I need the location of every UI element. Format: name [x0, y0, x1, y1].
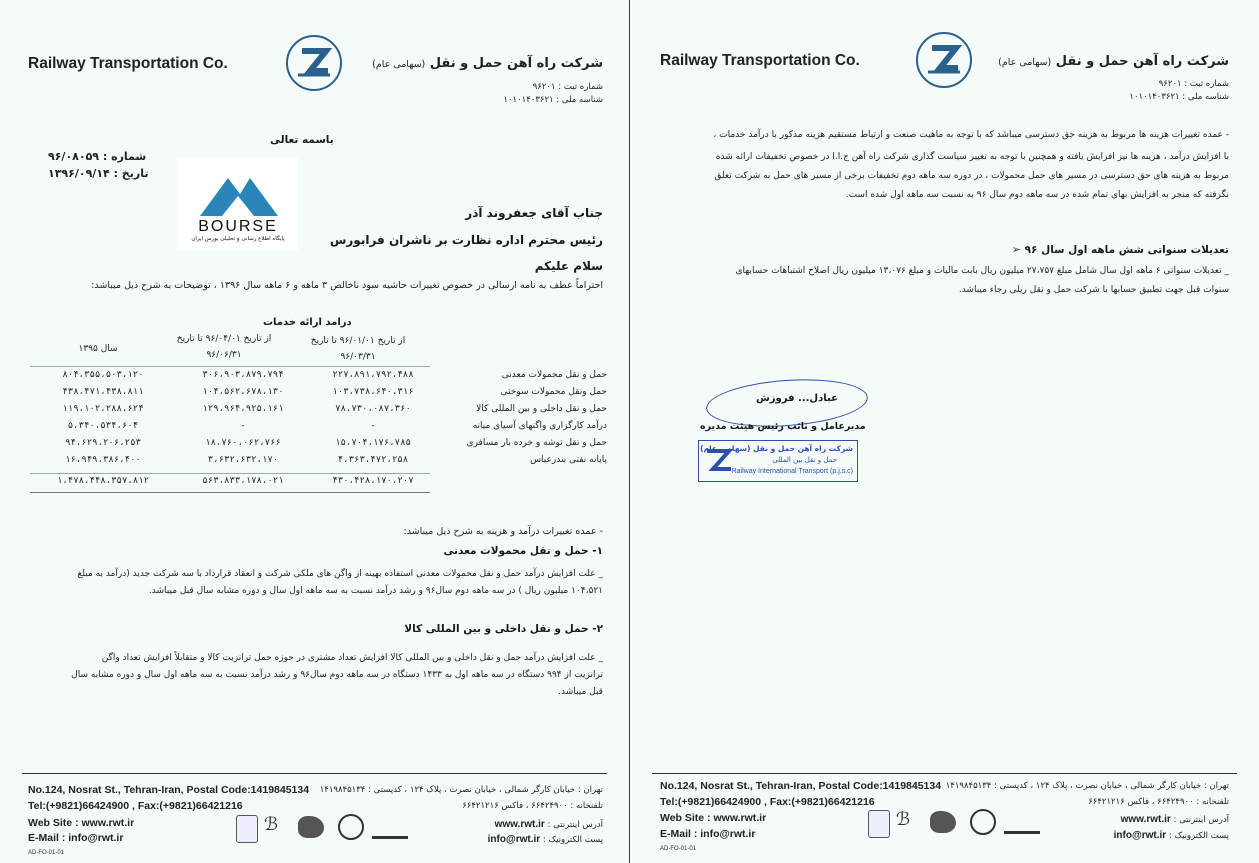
- national-id: شناسه ملی : ۱۰۱۰۱۴۰۳۶۲۱: [1129, 92, 1229, 102]
- row-value: ۱۸،۷۶۰،۰۶۲،۷۶۶: [205, 438, 281, 448]
- row-value: ۵،۳۴۰،۵۳۴،۶۰۴: [67, 421, 139, 431]
- section-1-line-1: _ علت افزایش درآمد حمل و نقل محمولات معدنی استفاده بهینه از واگن های ملکی شرکت و انعقاد قرارداد با سه شرکت جدید (درآمد به مبلغ: [77, 569, 603, 579]
- footer-tel-en: Tel:(+9821)66424900 , Fax:(+9821)66421216: [28, 800, 243, 812]
- certification-badge-icon: [236, 815, 258, 843]
- national-id: شناسه ملی : ۱۰۱۰۱۴۰۳۶۲۱: [503, 95, 603, 105]
- row-value: -: [370, 421, 376, 431]
- section-heading-2: ۲- حمل و نقل داخلی و بین المللی کالا: [404, 623, 603, 635]
- round-seal-icon: [970, 809, 996, 835]
- quality-seal-icon: ℬ: [264, 814, 279, 835]
- company-name-en: Railway Transportation Co.: [660, 52, 860, 69]
- salutation-top: باسمه تعالی: [270, 134, 334, 146]
- adjustments-line-2: سنوات قبل جهت تطبیق حسابها با شرکت حمل و نقل ریلی رجاء میباشد.: [958, 285, 1229, 295]
- bourse-stamp: [178, 158, 298, 250]
- row-value: ۱۰۳،۷۳۸،۶۴۰،۳۱۶: [332, 387, 414, 397]
- footer-divider: [22, 773, 607, 774]
- costs-line-2: با افزایش درآمد ، هزینه ها نیز افزایش یافته و همچنین با توجه به تغییر سیاست گذاری شرکت راه آهن ج.ا.ا در خصوص تخفیفات ارائه شده: [715, 152, 1229, 162]
- stamp-text-fa-2: حمل و نقل بین المللی: [772, 456, 837, 464]
- round-seal-icon: [338, 814, 364, 840]
- rail-association-icon: [372, 816, 408, 839]
- section-2-line-3: قبل میباشد.: [558, 687, 603, 697]
- company-name-fa: شرکت راه آهن حمل و نقل (سهامی عام): [998, 54, 1229, 69]
- row-value: ۱۱۹،۱۰۲،۲۸۸،۶۲۴: [62, 404, 144, 414]
- table-total-rule: [30, 473, 430, 474]
- adjustments-line-1: _ تعدیلات سنواتی ۶ ماهه اول سال شامل مبلغ ۲۷،۷۵۷ میلیون ریال بابت مالیات و مبلغ ۱۳،۰۷۶ میلیون ریال اصلاح اشتباهات حسابهای: [735, 266, 1229, 276]
- costs-line-1: - عمده تغییرات هزینه ها مربوط به هزینه حق دسترسی میباشد که با توجه به ماهیت صنعت و ارتباط مستقیم هزینه مذکور با درآمد خدمات ،: [713, 130, 1229, 140]
- footer-tel-fa: تلفنخانه : ۶۶۴۲۴۹۰۰ ، فاکس ۶۶۴۲۱۲۱۶: [462, 801, 603, 811]
- col3-header: سال ۱۳۹۵: [78, 344, 118, 354]
- company-logo-icon: [286, 35, 342, 91]
- row-value: ۱۰۴،۵۶۲،۶۷۸،۱۳۰: [202, 387, 284, 397]
- form-code: AD-FO-01-01: [28, 850, 65, 856]
- bourse-stamp-text: BOURSE: [198, 218, 278, 235]
- rail-association-icon: [1004, 811, 1040, 834]
- row-value: ۳۰۶،۹۰۳،۸۷۹،۷۹۴: [202, 370, 284, 380]
- costs-line-3: مربوط به هزینه های حق دسترسی در مسیر های حمل محمولات ، در دوره سه ماهه دوم تخفیفات برخی از مسیر های حمل به شرکت تعلق: [714, 171, 1229, 181]
- footer-web-fa: آدرس اینترنتی : www.rwt.ir: [494, 819, 603, 830]
- certification-badge-icon: [868, 810, 890, 838]
- table-total-row: [28, 476, 607, 493]
- footer-email-en: E-Mail : info@rwt.ir: [660, 828, 756, 840]
- row-value: ۸۰۴،۳۵۵،۵۰۳،۱۲۰: [62, 370, 144, 380]
- table-row: [28, 421, 607, 438]
- col2-header-a: از تاریخ ۹۶/۰۴/۰۱ تا تاریخ: [176, 334, 272, 344]
- iran-map-icon: [298, 816, 324, 838]
- table-row: [28, 387, 607, 404]
- stamp-text-en: Railway International Transport (p.j.s.c): [731, 468, 853, 475]
- company-name-fa: شرکت راه آهن حمل و نقل (سهامی عام): [372, 56, 603, 71]
- costs-line-4: نگرفته که منجر به افزایش بهای تمام شده در سه ماهه دوم سال ۹۶ به نسبت سه ماهه اول شده است.: [845, 190, 1229, 200]
- section-2-line-2: ترانزیت از ۹۹۴ دستگاه در سه ماهه اول به ۱۴۳۳ دستگاه در سه ماهه دوم سال۹۶ و رشد درآمد نسبت به سه ماهه اول سال و دوره مشابه سال: [71, 670, 603, 680]
- footer-web-en: Web Site : www.rwt.ir: [660, 812, 767, 824]
- company-logo-icon: [916, 32, 972, 88]
- row-value: ۹۴،۶۲۹،۲۰۶،۲۵۳: [65, 438, 141, 448]
- footer-address-en: No.124, Nosrat St., Tehran-Iran, Postal Code:1419845134: [28, 784, 310, 796]
- bourse-stamp-subtext: پایگاه اطلاع رسانی و تحلیلی بورس ایران: [191, 236, 285, 242]
- company-stamp: [698, 440, 858, 482]
- recipient-name: جناب آقای جعفروند آذر: [465, 206, 603, 220]
- section-2-line-1: _ علت افزایش درآمد حمل و نقل داخلی و بین المللی کالا افزایش تعداد مشتری در حوزه حمل ترانزیت کالا و متقابلاً افزایش تعداد واگن: [101, 653, 603, 663]
- footer-address-en: No.124, Nosrat St., Tehran-Iran, Postal Code:1419845134: [660, 780, 942, 792]
- row-value: ۴،۳۶۳،۴۷۲،۲۵۸: [337, 455, 409, 465]
- form-code: AD-FO-01-01: [660, 846, 697, 852]
- arrow-bullet-icon: ➢: [1011, 243, 1021, 256]
- total-value: ۱،۴۷۸،۴۴۸،۳۵۷،۸۱۲: [56, 476, 150, 486]
- footer-divider: [652, 773, 1237, 774]
- col1-header-b: ۹۶/۰۳/۳۱: [340, 352, 376, 362]
- row-value: ۳،۶۳۲،۶۳۲،۱۷۰: [207, 455, 279, 465]
- table-row: [28, 404, 607, 421]
- footer-web-en: Web Site : www.rwt.ir: [28, 817, 135, 829]
- col2-header-b: ۹۶/۰۶/۳۱: [206, 350, 242, 360]
- company-name-en: Railway Transportation Co.: [28, 55, 228, 72]
- intro-text: احتراماً عطف به نامه ارسالی در خصوص تغییرات حاشیه سود ناخالص ۳ ماهه و ۶ ماهه سال ۱۳۹۶ ، توضیحات به شرح ذیل میباشد:: [91, 280, 603, 291]
- letter-date: تاریخ : ۱۳۹۶/۰۹/۱۴: [48, 167, 149, 180]
- table-header-rule: [30, 366, 430, 367]
- table-title: درامد ارائه خدمات: [263, 317, 352, 328]
- row-value: ۴۳۸،۴۷۱،۴۳۸،۸۱۱: [62, 387, 144, 397]
- row-value: ۱۶،۹۴۹،۳۸۶،۴۰۰: [65, 455, 141, 465]
- footer-email-fa: پست الکترونیک : info@rwt.ir: [1113, 830, 1229, 841]
- table-bottom-rule: [30, 492, 430, 493]
- table-row: [28, 370, 607, 387]
- letter-page-2: [630, 0, 1259, 863]
- row-value: -: [240, 421, 246, 431]
- registration-number: شماره ثبت : ۹۶۲۰۱: [1158, 79, 1229, 89]
- registration-number: شماره ثبت : ۹۶۲۰۱: [532, 82, 603, 92]
- adjustments-heading: تعدیلات سنواتی شش ماهه اول سال ۹۶ ➢: [1011, 243, 1229, 256]
- row-label: حمل ونقل محمولات سوختی: [500, 387, 607, 397]
- section-1-line-2: ۱۰۴،۵۲۱ میلیون ریال ) در سه ماهه دوم سال۹۶ و رشد درآمد نسبت به سه ماهه اول سال و دوره مشابه سال قبل میباشد.: [148, 586, 603, 596]
- stamp-text-fa: شرکت راه آهن حمل و نقل (سهامی عام): [700, 444, 853, 453]
- table-row: [28, 455, 607, 472]
- row-label: حمل و نقل داخلی و بین المللی کالا: [476, 404, 607, 414]
- section-heading-1: ۱- حمل و نقل محمولات معدنی: [443, 545, 603, 557]
- row-label: پایانه نفتی بندرعباس: [530, 455, 607, 465]
- footer-tel-en: Tel:(+9821)66424900 , Fax:(+9821)66421216: [660, 796, 875, 808]
- row-label: درآمد کارگزاری واگنهای آسیای میانه: [472, 421, 607, 431]
- quality-seal-icon: ℬ: [896, 809, 911, 830]
- table-row: [28, 438, 607, 455]
- letter-number: شماره : ۹۶/۰۸۰۵۹: [48, 150, 147, 163]
- row-value: ۲۲۷،۸۹۱،۷۹۲،۴۸۸: [332, 370, 414, 380]
- row-value: ۱۵،۷۰۴،۱۷۶،۷۸۵: [335, 438, 411, 448]
- footer-address-fa: تهران : خیابان کارگر شمالی ، خیابان نصرت ، پلاک ۱۲۴ ، کدپستی : ۱۴۱۹۸۴۵۱۳۴: [945, 781, 1229, 791]
- iran-map-icon: [930, 811, 956, 833]
- footer-address-fa: تهران : خیابان کارگر شمالی ، خیابان نصرت ، پلاک ۱۲۴ ، کدپستی : ۱۴۱۹۸۴۵۱۳۴: [319, 785, 603, 795]
- row-label: حمل و نقل توشه و خرده بار مسافری: [466, 438, 607, 448]
- row-value: ۷۸،۷۳۰،۰۸۷،۳۶۰: [335, 404, 411, 414]
- row-value: ۱۲۹،۹۶۴،۹۲۵،۱۶۱: [202, 404, 284, 414]
- changes-summary: - عمده تغییرات درآمد و هزینه به شرح ذیل میباشد:: [403, 526, 603, 537]
- recipient-title: رئیس محترم اداره نظارت بر ناشران فرابورس: [329, 233, 603, 247]
- greeting: سلام علیکم: [534, 259, 603, 273]
- footer-email-fa: پست الکترونیک : info@rwt.ir: [487, 834, 603, 845]
- footer-web-fa: آدرس اینترنتی : www.rwt.ir: [1120, 814, 1229, 825]
- total-value: ۵۶۳،۸۳۳،۱۷۸،۰۲۱: [202, 476, 284, 486]
- row-label: حمل و نقل محمولات معدنی: [501, 370, 607, 380]
- signer-name: عبادل... فروزش: [756, 393, 838, 404]
- signer-title: مدیرعامل و نائب رئیس هیئت مدیره: [700, 421, 866, 432]
- footer-email-en: E-Mail : info@rwt.ir: [28, 832, 124, 844]
- total-value: ۴۳۰،۴۲۸،۱۷۰،۲۰۷: [332, 476, 414, 486]
- col1-header-a: از تاریخ ۹۶/۰۱/۰۱ تا تاریخ: [310, 336, 406, 346]
- footer-tel-fa: تلفنخانه : ۶۶۴۲۴۹۰۰ ، فاکس ۶۶۴۲۱۲۱۶: [1088, 797, 1229, 807]
